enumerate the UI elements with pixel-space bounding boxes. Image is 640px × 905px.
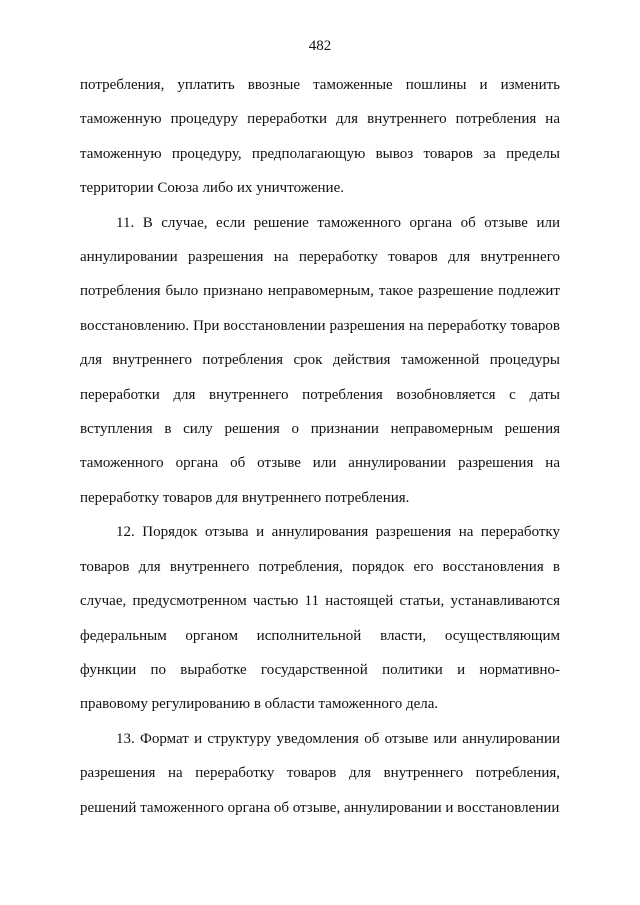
paragraph-continuation: потребления, уплатить ввозные таможенные пошлины и изменить таможенную процедуру переработки для внутреннего потребления на таможенную процедуру, предполагающую вывоз товаров за пределы территории Союза либо их уничтожение. xyxy=(80,77,560,197)
page-number: 482 xyxy=(308,38,332,54)
paragraph-clause-13: 13. Формат и структуру уведомления об отзыве или аннулировании разрешения на переработку товаров для внутреннего потребления, решений таможенного органа об отзыве, аннулировании и восстановлении xyxy=(80,730,560,816)
document-body xyxy=(80,68,560,825)
paragraph-clause-11: 11. В случае, если решение таможенного органа об отзыве или аннулировании разрешения на переработку товаров для внутреннего потребления было признано неправомерным, такое разрешение подлежит восстановлению. При восстановлении разрешения на переработку товаров для внутреннего потребления срок действия таможенной процедуры переработки для внутреннего потребления возобновляется с даты вступления в силу решения о признании неправомерным решения таможенного органа об отзыве или аннулировании разрешения на переработку товаров для внутреннего потребления. xyxy=(80,214,560,506)
paragraph-clause-12: 12. Порядок отзыва и аннулирования разрешения на переработку товаров для внутреннего потребления, порядок его восстановления в случае, предусмотренном частью 11 настоящей статьи, устанавливаются федеральным органом исполнительной власти, осуществляющим функции по выработке государственной политики и нормативно-правовому регулированию в области таможенного дела. xyxy=(80,524,560,713)
